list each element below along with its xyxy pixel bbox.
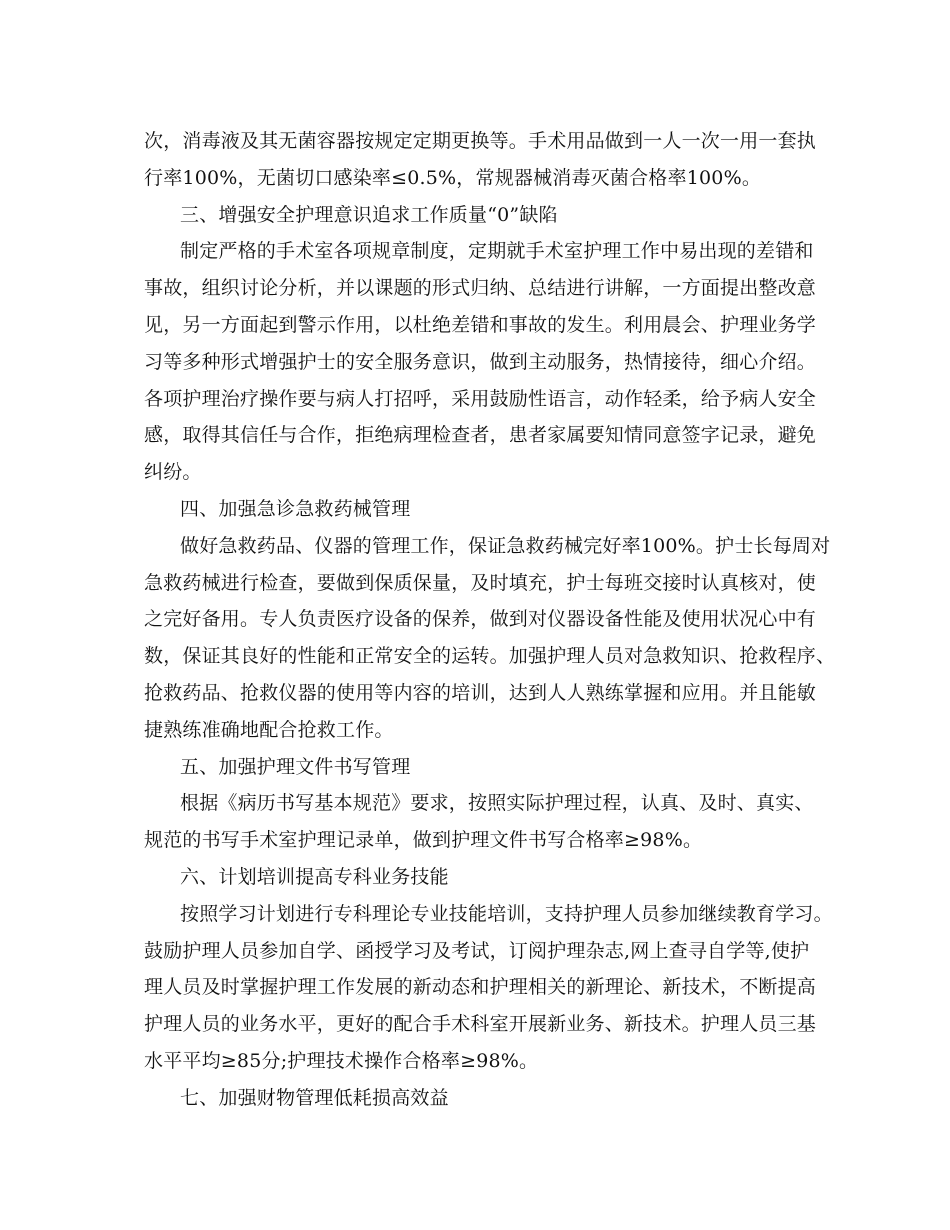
- paragraph-line: 急救药械进行检查，要做到保质保量，及时填充，护士每班交接时认真核对，使: [144, 571, 817, 594]
- paragraph-line: 护理人员的业务水平，更好的配合手术科室开展新业务、新技术。护理人员三基: [144, 1013, 817, 1036]
- section-heading-line: 三、增强安全护理意识追求工作质量“0”缺陷: [180, 203, 558, 226]
- paragraph-line: 规范的书写手术室护理记录单，做到护理文件书写合格率≥98%。: [144, 829, 703, 852]
- paragraph-line: 理人员及时掌握护理工作发展的新动态和护理相关的新理论、新技术，不断提高: [144, 976, 817, 999]
- paragraph-line: 之完好备用。专人负责医疗设备的保养，做到对仪器设备性能及使用状况心中有: [144, 608, 817, 631]
- document-body: [144, 123, 836, 1117]
- paragraph-line: 习等多种形式增强护士的安全服务意识，做到主动服务，热情接待，细心介绍。: [144, 350, 817, 373]
- section-heading-line: 五、加强护理文件书写管理: [180, 755, 411, 778]
- section-heading-line: 七、加强财物管理低耗损高效益: [180, 1086, 449, 1109]
- paragraph-line: 捷熟练准确地配合抢救工作。: [144, 718, 394, 741]
- paragraph-line: 行率100%，无菌切口感染率≤0.5%，常规器械消毒灭菌合格率100%。: [144, 166, 762, 189]
- paragraph-line: 做好急救药品、仪器的管理工作，保证急救药械完好率100%。护士长每周对: [180, 534, 831, 557]
- paragraph-line: 数，保证其良好的性能和正常安全的运转。加强护理人员对急救知识、抢救程序、: [144, 645, 836, 668]
- section-heading-line: 四、加强急诊急救药械管理: [180, 497, 411, 520]
- paragraph-line: 根据《病历书写基本规范》要求，按照实际护理过程，认真、及时、真实、: [180, 792, 814, 815]
- paragraph-line: 抢救药品、抢救仪器的使用等内容的培训，达到人人熟练掌握和应用。并且能敏: [144, 681, 817, 704]
- paragraph-line: 按照学习计划进行专科理论专业技能培训，支持护理人员参加继续教育学习。: [180, 902, 833, 925]
- paragraph-line: 各项护理治疗操作要与病人打招呼，采用鼓励性语言，动作轻柔，给予病人安全: [144, 387, 817, 410]
- paragraph-line: 次，消毒液及其无菌容器按规定定期更换等。手术用品做到一人一次一用一套执: [144, 130, 817, 152]
- paragraph-line: 鼓励护理人员参加自学、函授学习及考试，订阅护理杂志,网上查寻自学等,使护: [144, 939, 810, 962]
- paragraph-line: 事故，组织讨论分析，并以课题的形式归纳、总结进行讲解，一方面提出整改意: [144, 277, 817, 300]
- paragraph-line: 纠纷。: [144, 461, 202, 484]
- paragraph-line: 制定严格的手术室各项规章制度，定期就手术室护理工作中易出现的差错和: [180, 240, 814, 263]
- paragraph-line: 见，另一方面起到警示作用，以杜绝差错和事故的发生。利用晨会、护理业务学: [144, 313, 817, 336]
- section-heading-line: 六、计划培训提高专科业务技能: [180, 865, 449, 888]
- paragraph-line: 水平平均≥85分;护理技术操作合格率≥98%。: [144, 1049, 539, 1072]
- paragraph-line: 感，取得其信任与合作，拒绝病理检查者，患者家属要知情同意签字记录，避免: [144, 424, 817, 447]
